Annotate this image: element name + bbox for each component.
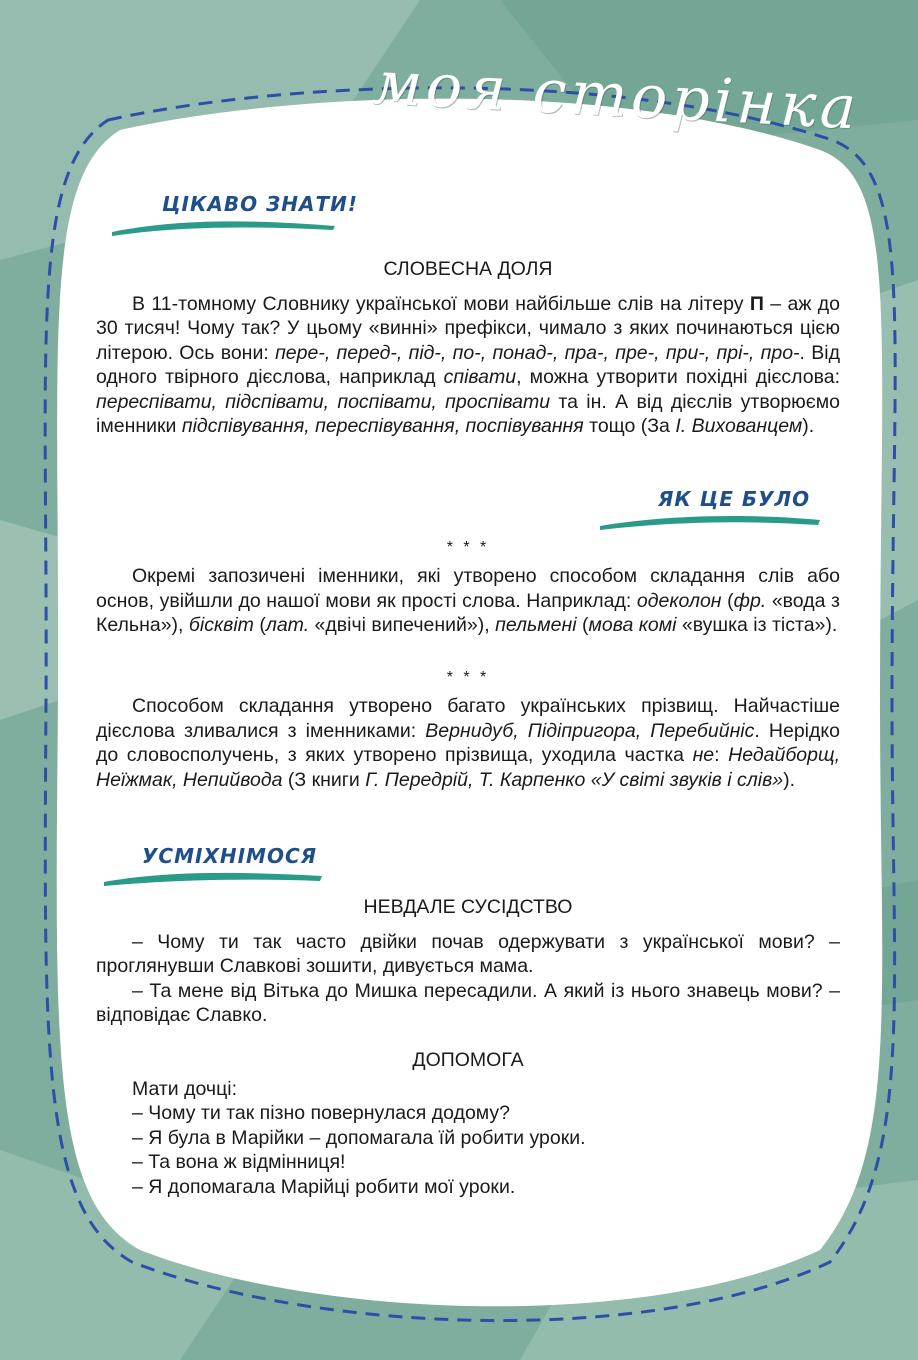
- joke-line: – Чому ти так пізно повернулася додому?: [132, 1102, 511, 1124]
- joke-line: – Я допомагала Марійці робити мої уроки.: [132, 1175, 516, 1198]
- article-paragraph: Окремі запозичені іменники, які утворено способом складання слів або основ, увійшли до нашої мови як прості слова. Наприклад: одеколон (фр. «вода з Кельна»), бісквіт (лат. «двічі випечений»), пельмені (мова комі «вушка із тіста»).: [96, 565, 840, 636]
- joke-1: [96, 895, 840, 1028]
- article-3: [96, 668, 840, 792]
- article-1: [96, 257, 840, 439]
- section-label-how-it-was: ЯК ЦЕ БУЛО: [658, 487, 811, 511]
- article-paragraph: В 11-томному Словнику української мови найбільше слів на літеру П – аж до 30 тисяч! Чому так? У цьому «винні» префікси, чимало з яких починаються цією літерою. Ось вони: пере-, перед-, під-, по-, понад-, пра-, пре-, при-, прі-, про-. Від одного твірного дієслова, наприклад співати, можна утворити похідні дієслова: переспівати, підспівати, поспівати, проспівати та ін. А від дієслів утворюємо іменники підспівування, переспівування, поспівування тощо (За І. Вихованцем).: [96, 292, 841, 437]
- joke-2: [96, 1048, 840, 1199]
- joke-title: ДОПОМОГА: [412, 1049, 524, 1071]
- article-paragraph: Способом складання утворено багато українських прізвищ. Найчастіше дієслова зливалися з іменниками: Вернидуб, Підіпригора, Перебийніс. Нерідко до словосполучень, з яких утворено прізвища, уходила частка не: Недайборщ, Неїжмак, Непийвода (З книги Г. Передрій, Т. Карпенко «У світі звуків і слів»).: [96, 695, 840, 791]
- separator-stars: * * *: [446, 669, 490, 686]
- section-label-interesting: ЦІКАВО ЗНАТИ!: [162, 192, 358, 216]
- joke-line: – Чому ти так часто двійки почав одержувати з української мови? – проглянувши Славкові зошити, дивується мама.: [96, 930, 840, 977]
- joke-title: НЕВДАЛЕ СУСІДСТВО: [363, 896, 573, 918]
- article-2: [96, 538, 840, 638]
- article-title: СЛОВЕСНА ДОЛЯ: [383, 258, 553, 280]
- joke-line: – Я була в Марійки – допомагала їй робити уроки.: [132, 1126, 586, 1149]
- joke-line: Мати дочці:: [132, 1077, 237, 1100]
- separator-stars: * * *: [446, 539, 490, 556]
- page-title: моя сторінка: [370, 48, 862, 144]
- joke-line: – Та мене від Вітька до Мишка пересадили. А який із нього знавець мови? – відповідає Славко.: [96, 979, 840, 1026]
- joke-line: – Та вона ж відмінниця!: [132, 1151, 346, 1173]
- section-label-smile: УСМІХНІМОСЯ: [142, 844, 318, 868]
